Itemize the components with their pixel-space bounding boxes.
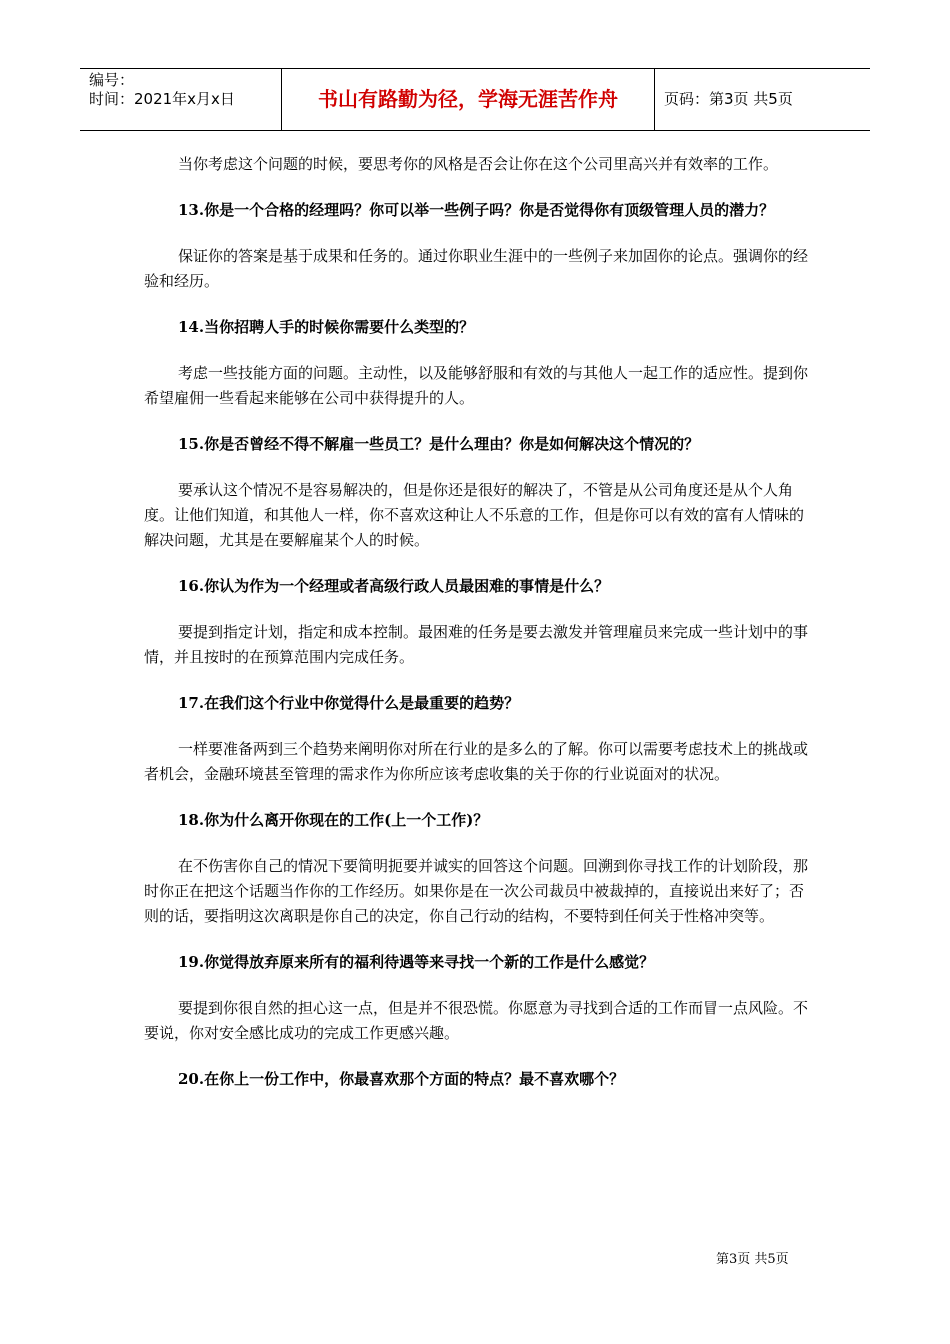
paragraph: 要承认这个情况不是容易解决的，但是你还是很好的解决了，不管是从公司角度还是从个人角度。让他们知道，和其他人一样，你不喜欢这种让人不乐意的工作，但是你可以有效的富有人情味的解决问题，尤其是在要解雇某个人的时候。 — [144, 481, 805, 549]
paragraph: 保证你的答案是基于成果和任务的。通过你职业生涯中的一些例子来加固你的论点。强调你的经验和经历。 — [144, 247, 809, 290]
page-footer: 第3页 共5页 — [716, 1252, 789, 1267]
question-heading: 18.你为什么离开你现在的工作(上一个工作)？ — [178, 811, 489, 829]
paragraph: 考虑一些技能方面的问题。主动性，以及能够舒服和有效的与其他人一起工作的适应性。提到你希望雇佣一些看起来能够在公司中获得提升的人。 — [144, 364, 809, 407]
header-page-info: 页码：第3页 共5页 — [664, 90, 793, 108]
paragraph: 在不伤害你自己的情况下要简明扼要并诚实的回答这个问题。回溯到你寻找工作的计划阶段，那时你正在把这个话题当作你的工作经历。如果你是在一次公司裁员中被裁掉的，直接说出来好了；否则的话，要指明这次离职是你自己的决定，你自己行动的结构，不要特到任何关于性格冲突等。 — [144, 857, 809, 925]
paragraph: 要提到指定计划，指定和成本控制。最困难的任务是要去激发并管理雇员来完成一些计划中的事情，并且按时的在预算范围内完成任务。 — [144, 623, 809, 666]
paragraph: 当你考虑这个问题的时候，要思考你的风格是否会让你在这个公司里高兴并有效率的工作。 — [178, 155, 779, 173]
document-body — [144, 152, 812, 1113]
question-heading: 16.你认为作为一个经理或者高级行政人员最困难的事情是什么？ — [178, 577, 610, 595]
document-time-label: 时间：2021年x月x日 — [89, 90, 235, 108]
header-motto: 书山有路勤为径，学海无涯苦作舟 — [282, 69, 655, 130]
paragraph: 要提到你很自然的担心这一点，但是并不很恐慌。你愿意为寻找到合适的工作而冒一点风险。不要说，你对安全感比成功的完成工作更感兴趣。 — [144, 999, 809, 1042]
question-heading: 17.在我们这个行业中你觉得什么是最重要的趋势？ — [178, 694, 520, 712]
question-heading: 20.在你上一份工作中，你最喜欢那个方面的特点？最不喜欢哪个？ — [178, 1070, 625, 1088]
question-heading: 13.你是一个合格的经理吗？你可以举一些例子吗？你是否觉得你有顶级管理人员的潜力？ — [178, 201, 775, 219]
question-heading: 19.你觉得放弃原来所有的福利待遇等来寻找一个新的工作是什么感觉？ — [178, 953, 655, 971]
question-heading: 14.当你招聘人手的时候你需要什么类型的？ — [178, 318, 475, 336]
header-meta — [80, 69, 282, 130]
page-header — [80, 68, 870, 131]
document-number-label: 编号： — [89, 71, 135, 89]
paragraph: 一样要准备两到三个趋势来阐明你对所在行业的是多么的了解。你可以需要考虑技术上的挑战或者机会，金融环境甚至管理的需求作为你所应该考虑收集的关于你的行业说面对的状况。 — [144, 740, 809, 783]
question-heading: 15.你是否曾经不得不解雇一些员工？是什么理由？你是如何解决这个情况的？ — [178, 435, 700, 453]
